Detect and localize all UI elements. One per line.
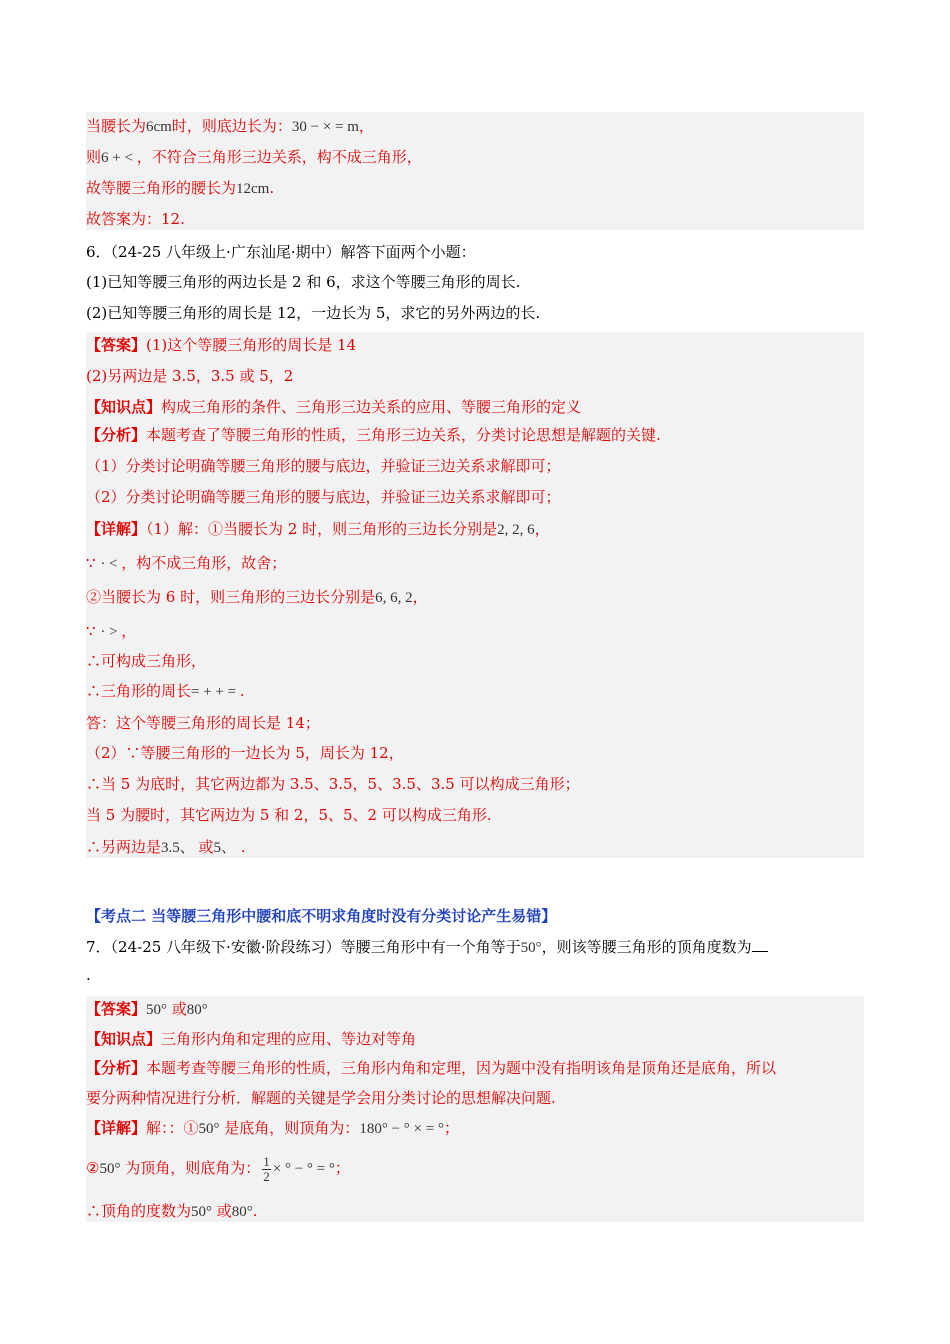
q6-detail-9: ∴当 5 为底时，其它两边都为 3.5、3.5，5、3.5、3.5 可以构成三角形；: [86, 775, 580, 793]
q6-answer: 【答案】(1)这个等腰三角形的周长是 14: [86, 336, 357, 354]
q7-stem-end: .: [86, 966, 91, 984]
q6-stem: 6．（24-25 八年级上·广东汕尾·期中）解答下面两个小题：: [86, 243, 476, 261]
q6-detail-2: ∵ · < ，构不成三角形，故舍；: [86, 554, 287, 572]
q6-detail-10: 当 5 为腰时，其它两边为 5 和 2，5、5、2 可以构成三角形.: [86, 806, 492, 824]
q6-part-2: (2)已知等腰三角形的周长是 12，一边长为 5，求它的另外两边的长.: [86, 304, 541, 322]
q7-detail-3: ∴顶角的度数为50° 或80°.: [86, 1202, 258, 1220]
one-half-fraction: $\frac{1}{2}$: [263, 1153, 270, 1184]
top-line-1: 当腰长为6cm时，则底边长为：30 − × = m，: [86, 117, 374, 135]
q7-knowledge-point: 【知识点】三角形内角和定理的应用、等边对等角: [86, 1030, 417, 1048]
q6-detail-6: ∴三角形的周长= + + = .: [86, 682, 245, 700]
q6-knowledge-point: 【知识点】构成三角形的条件、三角形三边关系的应用、等腰三角形的定义: [86, 398, 582, 416]
q6-detail-3: ②当腰长为 6 时，则三角形的三边长分别是6, 6, 2，: [86, 588, 428, 606]
answer-blank: [752, 937, 768, 952]
q7-detail-1: 【详解】解：：①50° 是底角，则顶角为：180° − ° × = °；: [86, 1119, 459, 1137]
q7-detail-2: ②50° 为顶角，则底角为： $\frac{1}{2}$ × ° − ° = °；: [86, 1153, 350, 1184]
q7-analysis-1: 【分析】本题考查等腰三角形的性质，三角形内角和定理，因为题中没有指明该角是顶角还是底角，所以: [86, 1059, 777, 1077]
top-line-4: 故答案为：12.: [86, 210, 185, 228]
q7-analysis-2: 要分两种情况进行分析．解题的关键是学会用分类讨论的思想解决问题.: [86, 1089, 556, 1107]
q6-detail-4: ∵ · > ，: [86, 622, 137, 640]
section-heading: 【考点二 当等腰三角形中腰和底不明求角度时没有分类讨论产生易错】: [86, 907, 557, 925]
q6-detail-1: 【详解】（1）解：①当腰长为 2 时，则三角形的三边长分别是2, 2, 6，: [86, 520, 550, 538]
q6-analysis: 【分析】本题考查了等腰三角形的性质，三角形三边关系，分类讨论思想是解题的关键.: [86, 426, 661, 444]
q6-answer-2: (2)另两边是 3.5，3.5 或 5，2: [86, 367, 294, 385]
q6-detail-5: ∴可构成三角形，: [86, 652, 207, 670]
top-line-3: 故等腰三角形的腰长为12cm.: [86, 179, 275, 197]
q6-detail-8: （2）∵等腰三角形的一边长为 5，周长为 12，: [86, 744, 404, 762]
q6-analysis-1: （1）分类讨论明确等腰三角形的腰与底边，并验证三边关系求解即可；: [86, 457, 561, 475]
q6-detail-11: ∴另两边是3.5、 或5、 .: [86, 838, 246, 856]
q7-answer: 【答案】50° 或80°: [86, 1000, 208, 1018]
q6-analysis-2: （2）分类讨论明确等腰三角形的腰与底边，并验证三边关系求解即可；: [86, 488, 561, 506]
q6-part-1: (1)已知等腰三角形的两边长是 2 和 6，求这个等腰三角形的周长.: [86, 273, 521, 291]
top-line-2: 则6 + < ，不符合三角形三边关系，构不成三角形，: [86, 148, 422, 166]
q7-stem: 7．（24-25 八年级下·安徽·阶段练习）等腰三角形中有一个角等于50°，则该等腰三角形的顶角度数为: [86, 935, 864, 959]
q6-detail-7: 答：这个等腰三角形的周长是 14；: [86, 714, 320, 732]
